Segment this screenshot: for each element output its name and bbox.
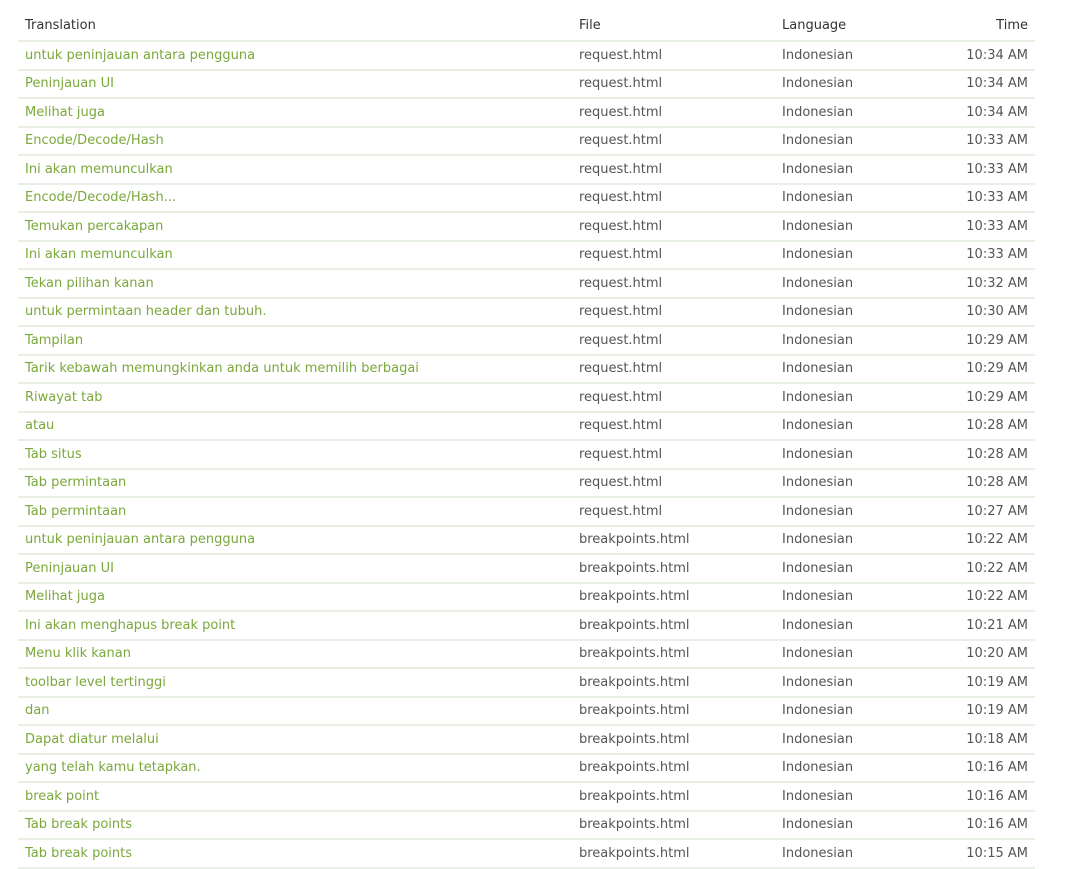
language-cell: Indonesian [775, 697, 925, 726]
time-cell: 10:34 AM [925, 70, 1035, 99]
language-cell: Indonesian [775, 269, 925, 298]
language-cell: Indonesian [775, 526, 925, 555]
file-cell: request.html [572, 355, 775, 384]
translation-cell [18, 70, 572, 99]
table-row [18, 269, 1035, 298]
file-cell: request.html [572, 98, 775, 127]
file-cell: breakpoints.html [572, 611, 775, 640]
time-cell: 10:34 AM [925, 98, 1035, 127]
file-cell: breakpoints.html [572, 754, 775, 783]
time-cell: 10:27 AM [925, 497, 1035, 526]
translation-link[interactable]: Tarik kebawah memungkinkan anda untuk memilih berbagai [25, 361, 419, 377]
table-row [18, 241, 1035, 270]
file-cell: breakpoints.html [572, 782, 775, 811]
translation-cell [18, 782, 572, 811]
file-cell: request.html [572, 298, 775, 327]
file-cell: request.html [572, 70, 775, 99]
time-cell: 10:22 AM [925, 554, 1035, 583]
file-cell: breakpoints.html [572, 725, 775, 754]
translation-cell [18, 668, 572, 697]
time-cell: 10:33 AM [925, 212, 1035, 241]
translation-cell [18, 184, 572, 213]
file-cell: request.html [572, 326, 775, 355]
file-cell: request.html [572, 269, 775, 298]
time-cell: 10:29 AM [925, 326, 1035, 355]
file-cell: breakpoints.html [572, 839, 775, 868]
language-cell: Indonesian [775, 640, 925, 669]
translation-link[interactable]: Peninjauan UI [25, 76, 114, 92]
table-row [18, 298, 1035, 327]
time-cell: 10:29 AM [925, 355, 1035, 384]
table-row [18, 697, 1035, 726]
file-column-header: File [572, 10, 775, 41]
translation-cell [18, 155, 572, 184]
translation-link[interactable]: dan [25, 703, 50, 719]
language-cell: Indonesian [775, 754, 925, 783]
translation-link[interactable]: Encode/Decode/Hash [25, 133, 164, 149]
time-cell: 10:30 AM [925, 298, 1035, 327]
translation-cell [18, 554, 572, 583]
file-cell: request.html [572, 212, 775, 241]
language-cell: Indonesian [775, 469, 925, 498]
language-cell: Indonesian [775, 839, 925, 868]
time-cell: 10:28 AM [925, 469, 1035, 498]
time-cell: 10:22 AM [925, 526, 1035, 555]
translation-cell [18, 41, 572, 70]
table-row [18, 98, 1035, 127]
language-cell: Indonesian [775, 41, 925, 70]
translation-link[interactable]: Dapat diatur melalui [25, 731, 159, 747]
translation-cell [18, 725, 572, 754]
translation-column-header: Translation [18, 10, 572, 41]
translation-link[interactable]: Tab break points [25, 817, 133, 833]
time-cell: 10:22 AM [925, 583, 1035, 612]
file-cell: breakpoints.html [572, 640, 775, 669]
table-row [18, 383, 1035, 412]
translation-cell [18, 440, 572, 469]
table-row [18, 811, 1035, 840]
translation-cell [18, 526, 572, 555]
file-cell: breakpoints.html [572, 668, 775, 697]
language-cell: Indonesian [775, 611, 925, 640]
translation-link[interactable]: Tekan pilihan kanan [25, 275, 154, 291]
translations-table [18, 10, 1035, 869]
language-cell: Indonesian [775, 98, 925, 127]
language-cell: Indonesian [775, 554, 925, 583]
translation-link[interactable]: Melihat juga [25, 589, 105, 605]
file-cell: request.html [572, 241, 775, 270]
table-row [18, 640, 1035, 669]
language-cell: Indonesian [775, 326, 925, 355]
translation-link[interactable]: Riwayat tab [25, 389, 103, 405]
time-cell: 10:16 AM [925, 782, 1035, 811]
file-cell: breakpoints.html [572, 811, 775, 840]
table-row [18, 41, 1035, 70]
table-row [18, 440, 1035, 469]
table-row [18, 668, 1035, 697]
language-cell: Indonesian [775, 241, 925, 270]
translation-cell [18, 269, 572, 298]
translation-cell [18, 611, 572, 640]
table-row [18, 839, 1035, 868]
translation-cell [18, 754, 572, 783]
language-cell: Indonesian [775, 355, 925, 384]
table-row [18, 212, 1035, 241]
translation-link[interactable]: Ini akan memunculkan [25, 247, 173, 263]
time-cell: 10:20 AM [925, 640, 1035, 669]
table-row [18, 725, 1035, 754]
language-cell: Indonesian [775, 668, 925, 697]
translation-link[interactable]: Tab situs [25, 446, 82, 462]
table-row [18, 326, 1035, 355]
translation-link[interactable]: break point [25, 788, 100, 804]
table-row [18, 526, 1035, 555]
translation-cell [18, 469, 572, 498]
translation-link[interactable]: toolbar level tertinggi [25, 674, 166, 690]
language-cell: Indonesian [775, 811, 925, 840]
time-cell: 10:32 AM [925, 269, 1035, 298]
translation-link[interactable]: Temukan percakapan [25, 218, 164, 234]
table-row [18, 355, 1035, 384]
table-row [18, 611, 1035, 640]
language-column-header: Language [775, 10, 925, 41]
translation-cell [18, 383, 572, 412]
table-row [18, 127, 1035, 156]
translation-cell [18, 355, 572, 384]
file-cell: request.html [572, 440, 775, 469]
translation-link[interactable]: Menu klik kanan [25, 646, 131, 662]
translation-cell [18, 640, 572, 669]
language-cell: Indonesian [775, 184, 925, 213]
table-row [18, 155, 1035, 184]
table-body [18, 41, 1035, 868]
language-cell: Indonesian [775, 440, 925, 469]
translation-cell [18, 811, 572, 840]
translation-link[interactable]: untuk peninjauan antara pengguna [25, 532, 256, 548]
translation-cell [18, 497, 572, 526]
table-row [18, 497, 1035, 526]
table-row [18, 469, 1035, 498]
language-cell: Indonesian [775, 583, 925, 612]
language-cell: Indonesian [775, 70, 925, 99]
translation-cell [18, 127, 572, 156]
language-cell: Indonesian [775, 298, 925, 327]
table-row [18, 754, 1035, 783]
file-cell: request.html [572, 155, 775, 184]
language-cell: Indonesian [775, 212, 925, 241]
translation-link[interactable]: Tab permintaan [25, 503, 127, 519]
table-row [18, 70, 1035, 99]
file-cell: breakpoints.html [572, 697, 775, 726]
table-row [18, 554, 1035, 583]
file-cell: breakpoints.html [572, 526, 775, 555]
table-row [18, 782, 1035, 811]
file-cell: request.html [572, 497, 775, 526]
time-cell: 10:29 AM [925, 383, 1035, 412]
translation-cell [18, 412, 572, 441]
file-cell: breakpoints.html [572, 583, 775, 612]
translation-link[interactable]: atau [25, 418, 55, 434]
translation-link[interactable]: Tampilan [25, 332, 84, 348]
translations-table-container [18, 10, 1035, 869]
language-cell: Indonesian [775, 725, 925, 754]
time-cell: 10:28 AM [925, 440, 1035, 469]
time-cell: 10:19 AM [925, 697, 1035, 726]
translation-cell [18, 839, 572, 868]
table-header [18, 10, 1035, 41]
table-row [18, 583, 1035, 612]
time-cell: 10:19 AM [925, 668, 1035, 697]
time-cell: 10:18 AM [925, 725, 1035, 754]
translation-link[interactable]: Peninjauan UI [25, 560, 114, 576]
translation-cell [18, 241, 572, 270]
translation-link[interactable]: Ini akan menghapus break point [25, 617, 236, 633]
file-cell: request.html [572, 383, 775, 412]
time-cell: 10:34 AM [925, 41, 1035, 70]
time-cell: 10:33 AM [925, 184, 1035, 213]
translation-cell [18, 212, 572, 241]
translation-cell [18, 98, 572, 127]
table-row [18, 412, 1035, 441]
header-row [18, 10, 1035, 41]
language-cell: Indonesian [775, 412, 925, 441]
translation-link[interactable]: Encode/Decode/Hash... [25, 190, 177, 206]
translation-link[interactable]: untuk peninjauan antara pengguna [25, 47, 256, 63]
time-cell: 10:33 AM [925, 155, 1035, 184]
file-cell: request.html [572, 469, 775, 498]
translation-cell [18, 697, 572, 726]
language-cell: Indonesian [775, 497, 925, 526]
language-cell: Indonesian [775, 782, 925, 811]
translation-link[interactable]: Melihat juga [25, 104, 105, 120]
translation-link[interactable]: Tab permintaan [25, 475, 127, 491]
time-cell: 10:33 AM [925, 241, 1035, 270]
time-cell: 10:28 AM [925, 412, 1035, 441]
file-cell: request.html [572, 41, 775, 70]
translation-link[interactable]: yang telah kamu tetapkan. [25, 760, 201, 776]
file-cell: breakpoints.html [572, 554, 775, 583]
time-cell: 10:15 AM [925, 839, 1035, 868]
file-cell: request.html [572, 412, 775, 441]
time-cell: 10:21 AM [925, 611, 1035, 640]
table-row [18, 184, 1035, 213]
translation-cell [18, 326, 572, 355]
time-cell: 10:16 AM [925, 754, 1035, 783]
time-column-header: Time [925, 10, 1035, 41]
file-cell: request.html [572, 184, 775, 213]
language-cell: Indonesian [775, 383, 925, 412]
translation-link[interactable]: Tab break points [25, 845, 133, 861]
language-cell: Indonesian [775, 155, 925, 184]
time-cell: 10:16 AM [925, 811, 1035, 840]
translation-link[interactable]: Ini akan memunculkan [25, 161, 173, 177]
file-cell: request.html [572, 127, 775, 156]
translation-cell [18, 583, 572, 612]
time-cell: 10:33 AM [925, 127, 1035, 156]
translation-link[interactable]: untuk permintaan header dan tubuh. [25, 304, 267, 320]
translation-cell [18, 298, 572, 327]
language-cell: Indonesian [775, 127, 925, 156]
